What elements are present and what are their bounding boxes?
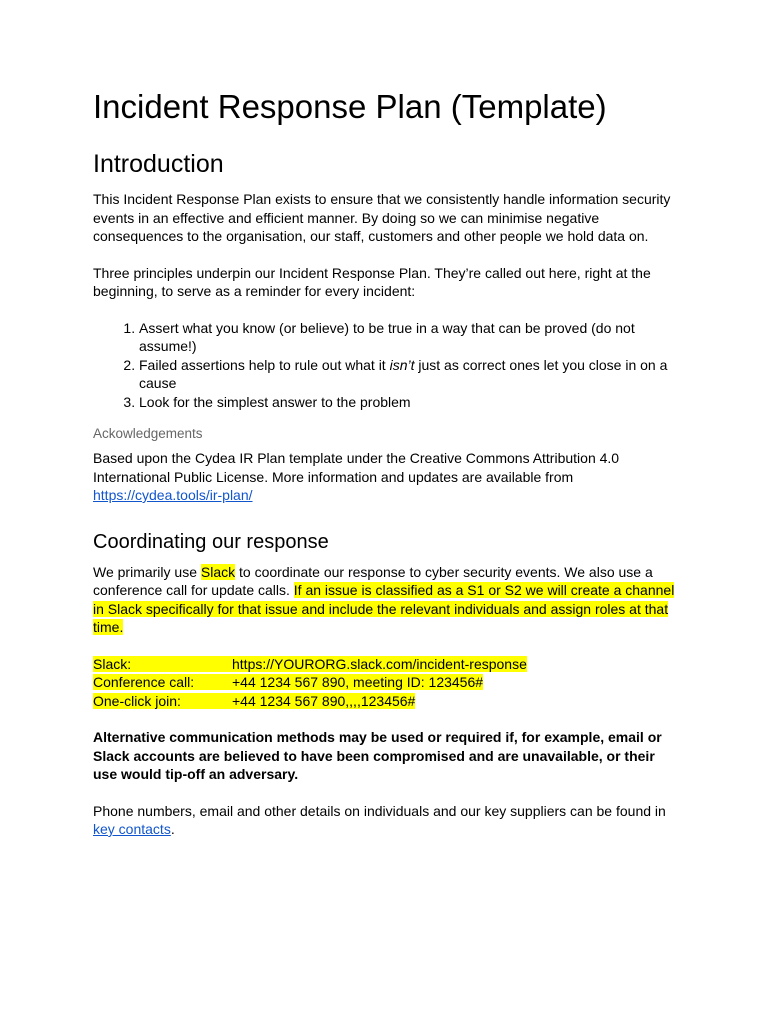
principles-list (93, 319, 675, 412)
coord-text-2: to coordinate our response to cyber security events. We also use a conference call for update calls. (93, 563, 653, 598)
acknowledgements-paragraph (93, 449, 675, 505)
channel-highlight: If an issue is classified as a S1 or S2 we will create a channel in Slack specifically for that issue and include the relevant individuals and assign roles at that time. (93, 582, 675, 635)
alternative-methods-paragraph: Alternative communication methods may be used or required if, for example, email or Slack accounts are believed to have been compromised and are unavailable, or their use would tip-off an adversary. (93, 729, 662, 782)
document-title: Incident Response Plan (Template) (93, 88, 607, 125)
intro-paragraph-1: This Incident Response Plan exists to ensure that we consistently handle information security events in an effective and efficient manner. By doing so we can minimise negative consequences to the organisation, our staff, customers and other people we hold data on. (93, 191, 671, 244)
contact-row-slack (93, 655, 675, 674)
contact-details (93, 655, 675, 711)
key-contacts-paragraph (93, 802, 675, 839)
principle-2-text-end: just as correct ones let you close in on a cause (139, 356, 668, 391)
ir-plan-link[interactable]: https://cydea.tools/ir-plan/ (93, 487, 253, 503)
contact-value: +44 1234 567 890, meeting ID: 123456# (232, 674, 484, 690)
contact-row-conference (93, 673, 675, 692)
introduction-heading: Introduction (93, 150, 224, 178)
key-contacts-text: Phone numbers, email and other details on individuals and our key suppliers can be found in (93, 802, 666, 819)
contact-label: Conference call: (93, 674, 195, 690)
acknowledgements-text: Based upon the Cydea IR Plan template under the Creative Commons Attribution 4.0 International Public License. More information and updates are available from (93, 450, 620, 485)
principle-2-text-start: Failed assertions help to rule out what it (139, 356, 390, 373)
contact-row-one-click (93, 692, 675, 711)
coord-text-1: We primarily use (93, 563, 201, 580)
coordinating-heading: Coordinating our response (93, 530, 329, 553)
slack-highlight: Slack (200, 563, 236, 580)
principle-item-3: 3. Look for the simplest answer to the problem (139, 393, 675, 412)
intro-paragraph-2: Three principles underpin our Incident Response Plan. They’re called out here, right at the beginning, to serve as a reminder for every incident: (93, 264, 651, 299)
principle-item-1: 1. Assert what you know (or believe) to be true in a way that can be proved (do not assume!) (139, 319, 675, 356)
contact-value: +44 1234 567 890,,,,123456# (232, 692, 416, 709)
principle-2-emphasis: isn’t (389, 356, 415, 373)
principle-item-2 (139, 356, 675, 393)
contact-value: https://YOURORG.slack.com/incident-response (232, 655, 527, 672)
key-contacts-link[interactable]: key contacts (93, 821, 171, 837)
key-contacts-period: . (170, 821, 175, 837)
contact-label: Slack: (93, 655, 132, 672)
coordinating-paragraph (93, 563, 675, 637)
acknowledgements-heading: Ackowledgements (93, 426, 203, 441)
contact-label: One-click join: (93, 692, 181, 709)
